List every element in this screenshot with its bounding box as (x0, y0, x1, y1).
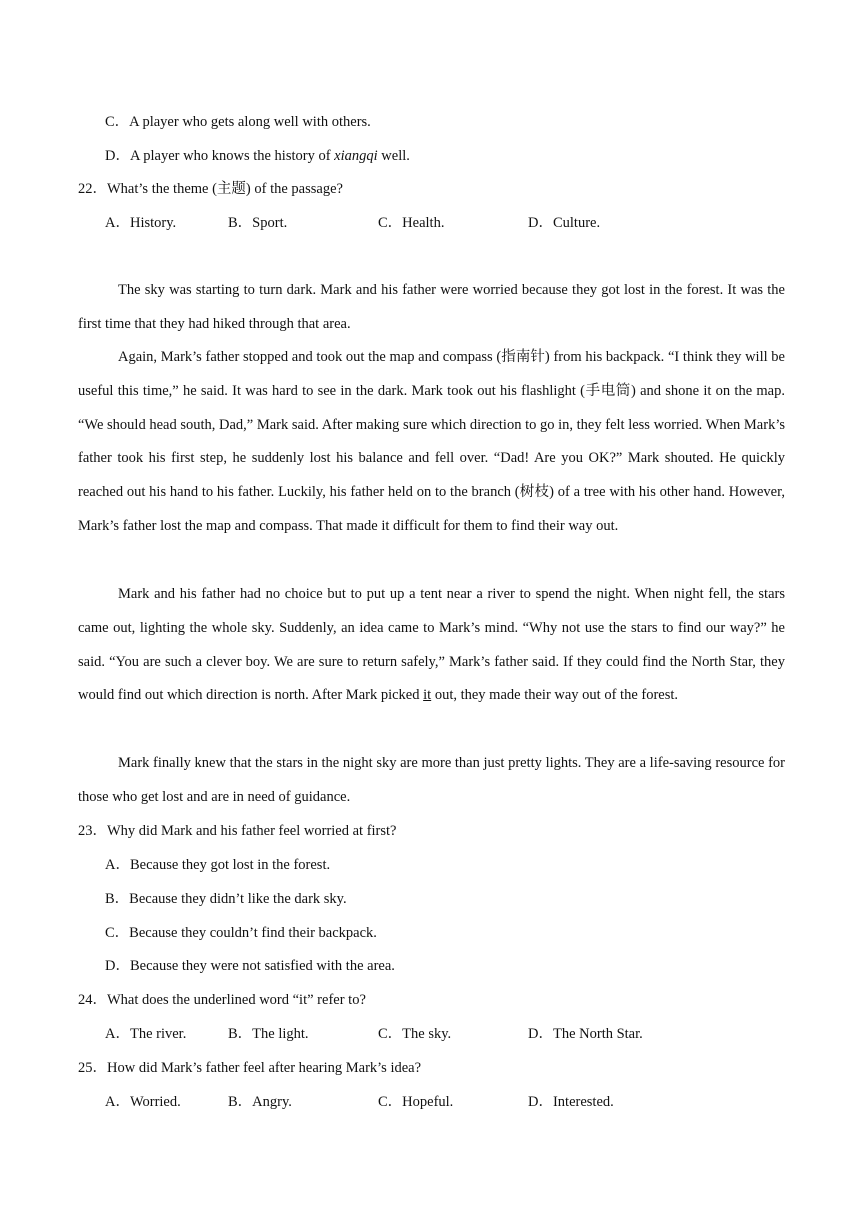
q21-option-d-text: D．A player who knows the history of (105, 148, 335, 164)
q23-question: 23．Why did Mark and his father feel worried at first? (78, 823, 397, 839)
passage-paragraph-3-tail: out, they made their way out of the forest. (431, 687, 679, 704)
q21-option-d-tail: well. (377, 148, 410, 164)
q25-option-d: D．Interested. (528, 1094, 614, 1110)
q25-option-a: A．Worried. (105, 1094, 181, 1110)
q22-option-d: D．Culture. (528, 215, 601, 231)
underlined-word-it: it (423, 687, 432, 704)
q22-option-b: B．Sport. (228, 215, 288, 231)
q25-option-c: C．Hopeful. (378, 1094, 454, 1110)
q24-question: 24．What does the underlined word “it” refer to? (78, 992, 366, 1008)
q24-option-b: B．The light. (228, 1026, 309, 1042)
q22-option-a: A．History. (105, 215, 177, 231)
passage-paragraph-2: Again, Mark’s father stopped and took out the map and compass (指南针) from his backpack. “I think they will be useful this time,” he said. It was hard to see in the dark. Mark took out his flashlight (手电筒) and shone it on the map. “We should head south, Dad,” Mark said. After making sure which direction to go in, they felt less worried. When Mark’s father took his first step, he suddenly lost his balance and fell over. “Dad! Are you OK?” Mark shouted. He quickly reached out his hand to his father. Luckily, his father held on to the branch (树枝) of a tree with his other hand. However, Mark’s father lost the map and compass. That made it difficult for them to find their way out. (78, 349, 785, 534)
passage-paragraph-1: The sky was starting to turn dark. Mark and his father were worried because they got lost in the forest. It was the first time that they had hiked through that area. (78, 282, 785, 332)
q23-option-c: C．Because they couldn’t find their backpack. (105, 925, 377, 941)
q25-option-b: B．Angry. (228, 1094, 292, 1110)
q21-option-d-italic: xiangqi (334, 148, 378, 164)
q21-option-c: C．A player who gets along well with others. (105, 114, 371, 130)
q23-option-d: D．Because they were not satisfied with the area. (105, 958, 395, 974)
q22-question: 22．What’s the theme (主题) of the passage? (78, 181, 343, 197)
passage-paragraph-4: Mark finally knew that the stars in the night sky are more than just pretty lights. They are a life-saving resource for those who get lost and are in need of guidance. (78, 755, 785, 805)
q22-option-c: C．Health. (378, 215, 445, 231)
q24-option-a: A．The river. (105, 1026, 187, 1042)
q25-question: 25．How did Mark’s father feel after hearing Mark’s idea? (78, 1060, 422, 1076)
passage-paragraph-3 (78, 578, 785, 713)
q23-option-b: B．Because they didn’t like the dark sky. (105, 891, 347, 907)
q21-option-d (105, 146, 410, 166)
q24-option-c: C．The sky. (378, 1026, 452, 1042)
q24-option-d: D．The North Star. (528, 1026, 643, 1042)
passage-paragraph-3-text: Mark and his father had no choice but to put up a tent near a river to spend the night. When night fell, the stars came out, lighting the whole sky. Suddenly, an idea came to Mark’s mind. “Why not use the stars to find our way?” he said. “You are such a clever boy. We are sure to return safely,” Mark’s father said. If they could find the North Star, they would find out which direction is north. After Mark picked (78, 586, 785, 704)
q23-option-a: A．Because they got lost in the forest. (105, 857, 331, 873)
